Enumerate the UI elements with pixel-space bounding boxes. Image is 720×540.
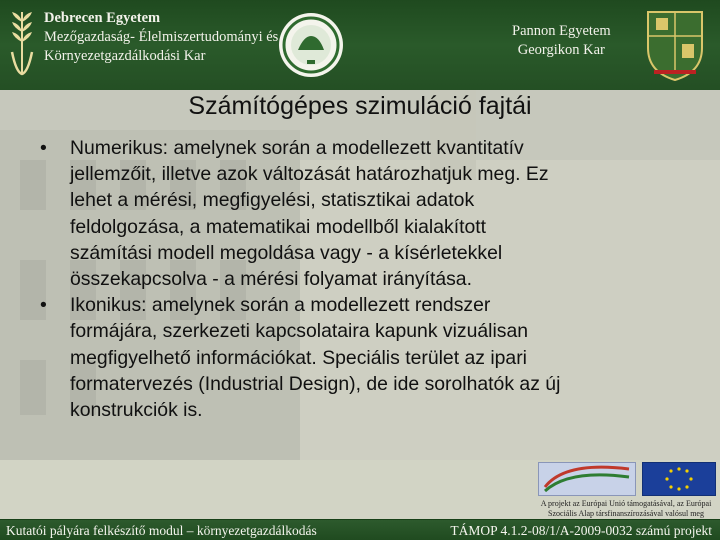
- funding-line: A projekt az Európai Unió támogatásával, az Európai: [540, 499, 712, 508]
- footer-module-name: Kutatói pályára felkészítő modul – környezetgazdálkodás: [6, 523, 317, 538]
- bullet-line: lehet a mérési, megfigyelési, statisztikai adatok: [70, 189, 475, 212]
- footer-project-id: TÁMOP 4.1.2-08/1/A-2009-0032 számú projekt: [450, 523, 712, 538]
- bullet-line: konstrukciók is.: [70, 399, 203, 422]
- bullet-line: jellemzőit, illetve azok változását határozhatjuk meg. Ez: [70, 163, 549, 186]
- faculty-seal-icon: [278, 12, 344, 78]
- funding-line: Szociális Alap társfinanszírozásával valósul meg: [548, 508, 704, 518]
- slide-title: Számítógépes szimuláció fajtái: [188, 92, 532, 120]
- header-left-line-3: Környezetgazdálkodási Kar: [44, 48, 206, 64]
- bullet-line: Numerikus: amelynek során a modellezett kvantitatív: [70, 137, 524, 159]
- bullet-line: Ikonikus: amelynek során a modellezett rendszer: [70, 294, 491, 317]
- university-wheat-logo-icon: [6, 8, 38, 80]
- bullet-marker: •: [40, 294, 47, 317]
- bullet-line: megfigyelhető információkat. Speciális terület az ipari: [70, 346, 527, 369]
- bullet-line: feldolgozása, a matematikai modellből kialakított: [70, 215, 487, 238]
- funding-logos: [538, 462, 714, 496]
- funding-block: [538, 462, 714, 518]
- footer-band: [0, 519, 720, 540]
- header-right-line-2: Georgikon Kar: [517, 42, 605, 58]
- bullet-item-numeric: [32, 135, 682, 292]
- header-right-line-1: Pannon Egyetem: [512, 23, 611, 39]
- university-name: [44, 9, 278, 66]
- header-band: [0, 0, 720, 90]
- bullet-line: számítási modell megoldása vagy - a kísérletekkel: [70, 241, 503, 264]
- eu-flag-icon: [642, 462, 716, 496]
- partner-university-name: [512, 22, 611, 60]
- bullet-line: formájára, szerkezeti kapcsolataira kapunk vizuálisan: [70, 320, 529, 343]
- uj-magyarorszag-logo-icon: [538, 462, 636, 496]
- bullet-line: formatervezés (Industrial Design), de ide sorolhatók az új: [70, 372, 561, 395]
- header-left-line-1: Debrecen Egyetem: [44, 10, 161, 26]
- bullet-list: [32, 135, 682, 423]
- bullet-line: összekapcsolva - a mérési folyamat irányítása.: [70, 268, 472, 291]
- header-left-line-2: Mezőgazdaság- Élelmiszertudományi és: [44, 29, 279, 45]
- funding-note: [538, 499, 714, 518]
- georgikon-crest-icon: [640, 6, 710, 84]
- bullet-item-iconic: [32, 292, 682, 423]
- bullet-marker: •: [40, 137, 47, 159]
